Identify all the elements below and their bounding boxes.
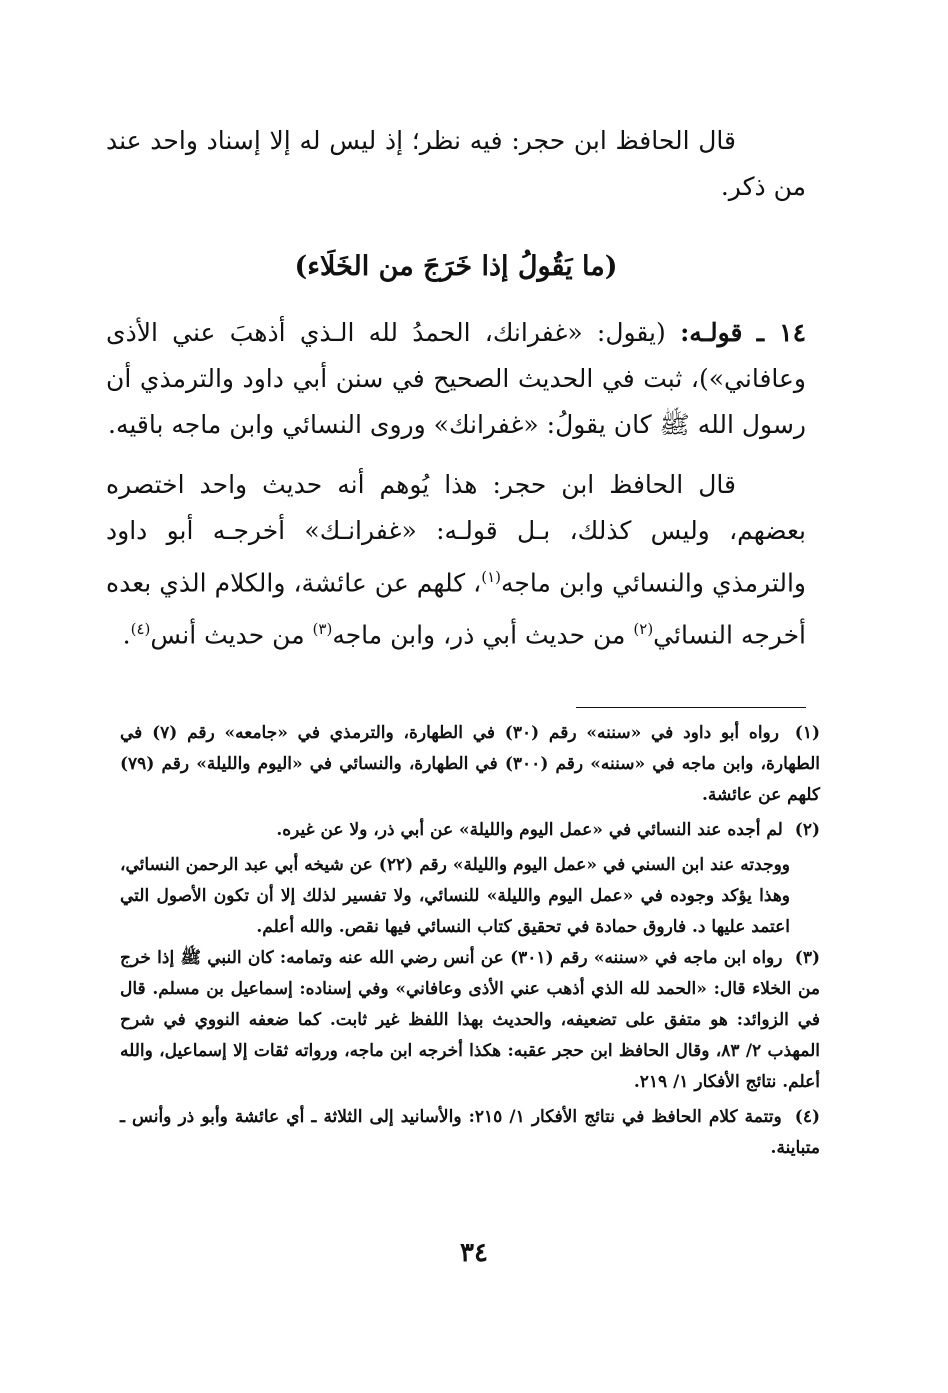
footnote-number: (٣) [794, 948, 820, 968]
footnote-text: لم أجده عند النسائي في «عمل اليوم والليلة» عن أبي ذر، ولا عن غيره. [276, 820, 783, 840]
footnote-ref-3: (٣) [312, 620, 333, 639]
item-text: (يقول: «غفرانك، الحمدُ لله الـذي أذهبَ عني الأذى وعافاني»)، ثبت في الحديث الصحيح في سنن أبي داود والترمذي أن رسول الله ﷺ كان يقولُ: «غفرانك» وروى النسائي وابن ماجه باقيه. [106, 318, 806, 439]
footnotes [120, 718, 820, 1168]
footnote-1 [120, 718, 820, 811]
commentary-text-a: قال الحافظ ابن حجر: هذا يُوهم أنه حديث واحد اختصره بعضهم، وليس كذلك، بـل قولـه: «غفرانـك» أخرجـه أبو داود والترمذي والنسائي وابن ماجه [106, 470, 806, 598]
footnote-ref-1: (١) [481, 568, 502, 586]
item-number: ١٤ ـ [756, 318, 807, 347]
numbered-item-14 [106, 310, 806, 448]
footnote-number: (٤) [794, 1107, 820, 1127]
paragraph-gap [106, 448, 806, 462]
footnote-2-continuation: ووجدته عند ابن السني في «عمل اليوم والليلة» رقم (٢٢) عن شيخه أبي عبد الرحمن النسائي، وهذا يؤكد وجوده في «عمل اليوم والليلة» للنسائي، ولا تفسير لذلك إلا أن تكون الأصول التي اعتمد عليها د. فاروق حمادة في تحقيق كتاب النسائي فيها نقص. والله أعلم. [120, 855, 790, 937]
footnote-text: رواه أبو داود في «سننه» رقم (٣٠) في الطهارة، والترمذي في «جامعه» رقم (٧) في الطهارة، وابن ماجه في «سننه» رقم (٣٠٠) في الطهارة، والنسائي في «اليوم والليلة» رقم (٧٩) كلهم عن عائشة. [120, 723, 820, 805]
footnote-number: (٢) [794, 820, 820, 840]
footnote-3 [120, 943, 820, 1098]
main-text [106, 118, 806, 659]
page-number: ٣٤ [460, 1238, 488, 1268]
paragraph-intro: قال الحافظ ابن حجر: فيه نظر؛ إذ ليس له إلا إسناد واحد عند من ذكر. [106, 126, 806, 201]
item-keyword: قولـه: [680, 318, 743, 347]
footnote-number: (١) [794, 723, 820, 743]
footnote-2 [120, 815, 820, 846]
footnote-ref-4: (٤) [130, 620, 151, 639]
paragraph-commentary [106, 462, 806, 659]
footnote-text: رواه ابن ماجه في «سننه» رقم (٣٠١) عن أنس رضي الله عنه وتمامه: كان النبي ﷺ إذا خرج من الخلاء قال: «الحمد لله الذي أذهب عني الأذى وعافاني» وفي إسناده: إسماعيل بن مسلم. قال في الزوائد: هو متفق على تضعيفه، والحديث بهذا اللفظ غير ثابت. كما ضعفه النووي في شرح المهذب ٢/ ٨٣، وقال الحافظ ابن حجر عقبه: هكذا أخرجه ابن ماجه، ورواته ثقات إلا إسماعيل، والله أعلم. نتائج الأفكار ١/ ٢١٩. [120, 948, 820, 1092]
commentary-text-b: ، كلهم عن عائشة، والكلام الذي بعده أخرجه النسائي [106, 568, 806, 650]
section-heading: (ما يَقُولُ إذا خَرَجَ من الخَلَاء) [294, 251, 618, 282]
commentary-text-d: من حديث أنس [150, 620, 313, 650]
footnote-separator [576, 707, 806, 708]
footnote-ref-2: (٢) [633, 620, 654, 639]
footnote-text: وتتمة كلام الحافظ في نتائج الأفكار ١/ ٢١٥: والأسانيد إلى الثلاثة ـ أي عائشة وأبو ذر وأنس ـ متباينة. [120, 1107, 820, 1158]
commentary-text-c: من حديث أبي ذر، وابن ماجه [332, 620, 634, 650]
footnote-4 [120, 1102, 820, 1164]
commentary-text-e: . [122, 620, 131, 650]
